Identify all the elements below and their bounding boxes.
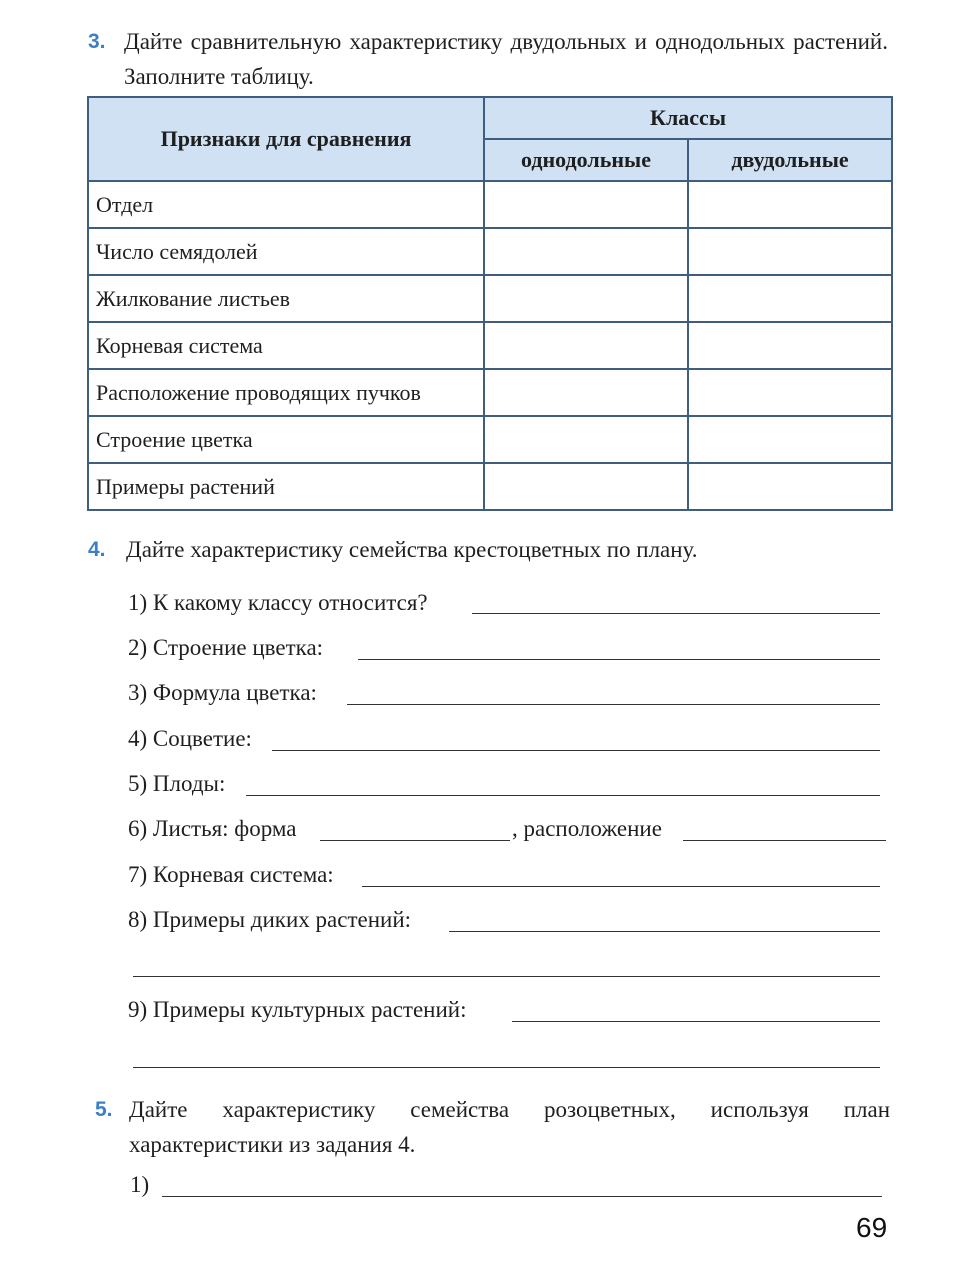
task-number: 5. [95, 1098, 113, 1121]
answer-line[interactable] [347, 704, 880, 705]
header-classes: Классы [484, 97, 892, 139]
task-text: Дайте характеристику семейства розоцветных, используя план характеристики из задания 4. [129, 1097, 890, 1157]
answer-line[interactable] [246, 795, 880, 796]
answer-line[interactable] [320, 840, 510, 841]
plan-item-4: 4) Соцветие: [128, 726, 252, 751]
answer-cell[interactable] [484, 416, 688, 463]
answer-cell[interactable] [484, 463, 688, 510]
answer-cell[interactable] [688, 228, 892, 275]
answer-cell[interactable] [688, 416, 892, 463]
task-number: 3. [88, 30, 106, 53]
task-number: 4. [88, 538, 106, 561]
plan-item-6: 6) Листья: форма [128, 816, 297, 841]
task-3 [88, 24, 888, 94]
plan-item-6-arrangement: , расположение [512, 816, 662, 841]
answer-line[interactable] [133, 976, 880, 977]
row-label: Корневая система [88, 322, 484, 369]
plan-item-1: 1) [130, 1172, 150, 1197]
table-row [88, 322, 892, 369]
answer-line[interactable] [362, 886, 880, 887]
answer-line[interactable] [162, 1196, 882, 1197]
row-label: Жилкование листьев [88, 275, 484, 322]
table-row [88, 369, 892, 416]
row-label: Примеры растений [88, 463, 484, 510]
row-label: Расположение проводящих пучков [88, 369, 484, 416]
task-text: Дайте сравнительную характеристику двудольных и однодольных растений. Заполните таблицу. [124, 29, 888, 89]
table-row [88, 228, 892, 275]
answer-line[interactable] [683, 840, 886, 841]
answer-line[interactable] [449, 931, 880, 932]
plan-item-1: 1) К какому классу относится? [128, 590, 428, 615]
plan-item-8: 8) Примеры диких растений: [128, 907, 412, 932]
answer-cell[interactable] [688, 275, 892, 322]
table-row [88, 181, 892, 228]
answer-cell[interactable] [484, 322, 688, 369]
page-number: 69 [856, 1212, 888, 1243]
row-label: Отдел [88, 181, 484, 228]
answer-cell[interactable] [688, 181, 892, 228]
answer-line[interactable] [512, 1021, 880, 1022]
plan-item-7: 7) Корневая система: [128, 862, 334, 887]
answer-line[interactable] [358, 659, 880, 660]
comparison-table [87, 96, 893, 511]
answer-cell[interactable] [688, 369, 892, 416]
header-monocots: однодольные [484, 139, 688, 181]
plan-item-3: 3) Формула цветка: [128, 680, 317, 705]
task-5 [95, 1092, 890, 1162]
row-label: Число семядолей [88, 228, 484, 275]
answer-cell[interactable] [484, 275, 688, 322]
answer-cell[interactable] [484, 181, 688, 228]
table-row [88, 275, 892, 322]
plan-item-5: 5) Плоды: [128, 771, 226, 796]
plan-item-9: 9) Примеры культурных растений: [128, 997, 467, 1022]
answer-cell[interactable] [688, 322, 892, 369]
header-dicots: двудольные [688, 139, 892, 181]
header-features: Признаки для сравнения [88, 97, 484, 181]
answer-cell[interactable] [484, 369, 688, 416]
answer-cell[interactable] [688, 463, 892, 510]
answer-line[interactable] [133, 1067, 880, 1068]
table-row [88, 463, 892, 510]
plan-item-2: 2) Строение цветка: [128, 635, 324, 660]
row-label: Строение цветка [88, 416, 484, 463]
task-text: Дайте характеристику семейства крестоцветных по плану. [126, 537, 698, 562]
answer-line[interactable] [272, 750, 880, 751]
task-4 [88, 532, 888, 567]
answer-line[interactable] [472, 613, 880, 614]
table-row [88, 416, 892, 463]
answer-cell[interactable] [484, 228, 688, 275]
